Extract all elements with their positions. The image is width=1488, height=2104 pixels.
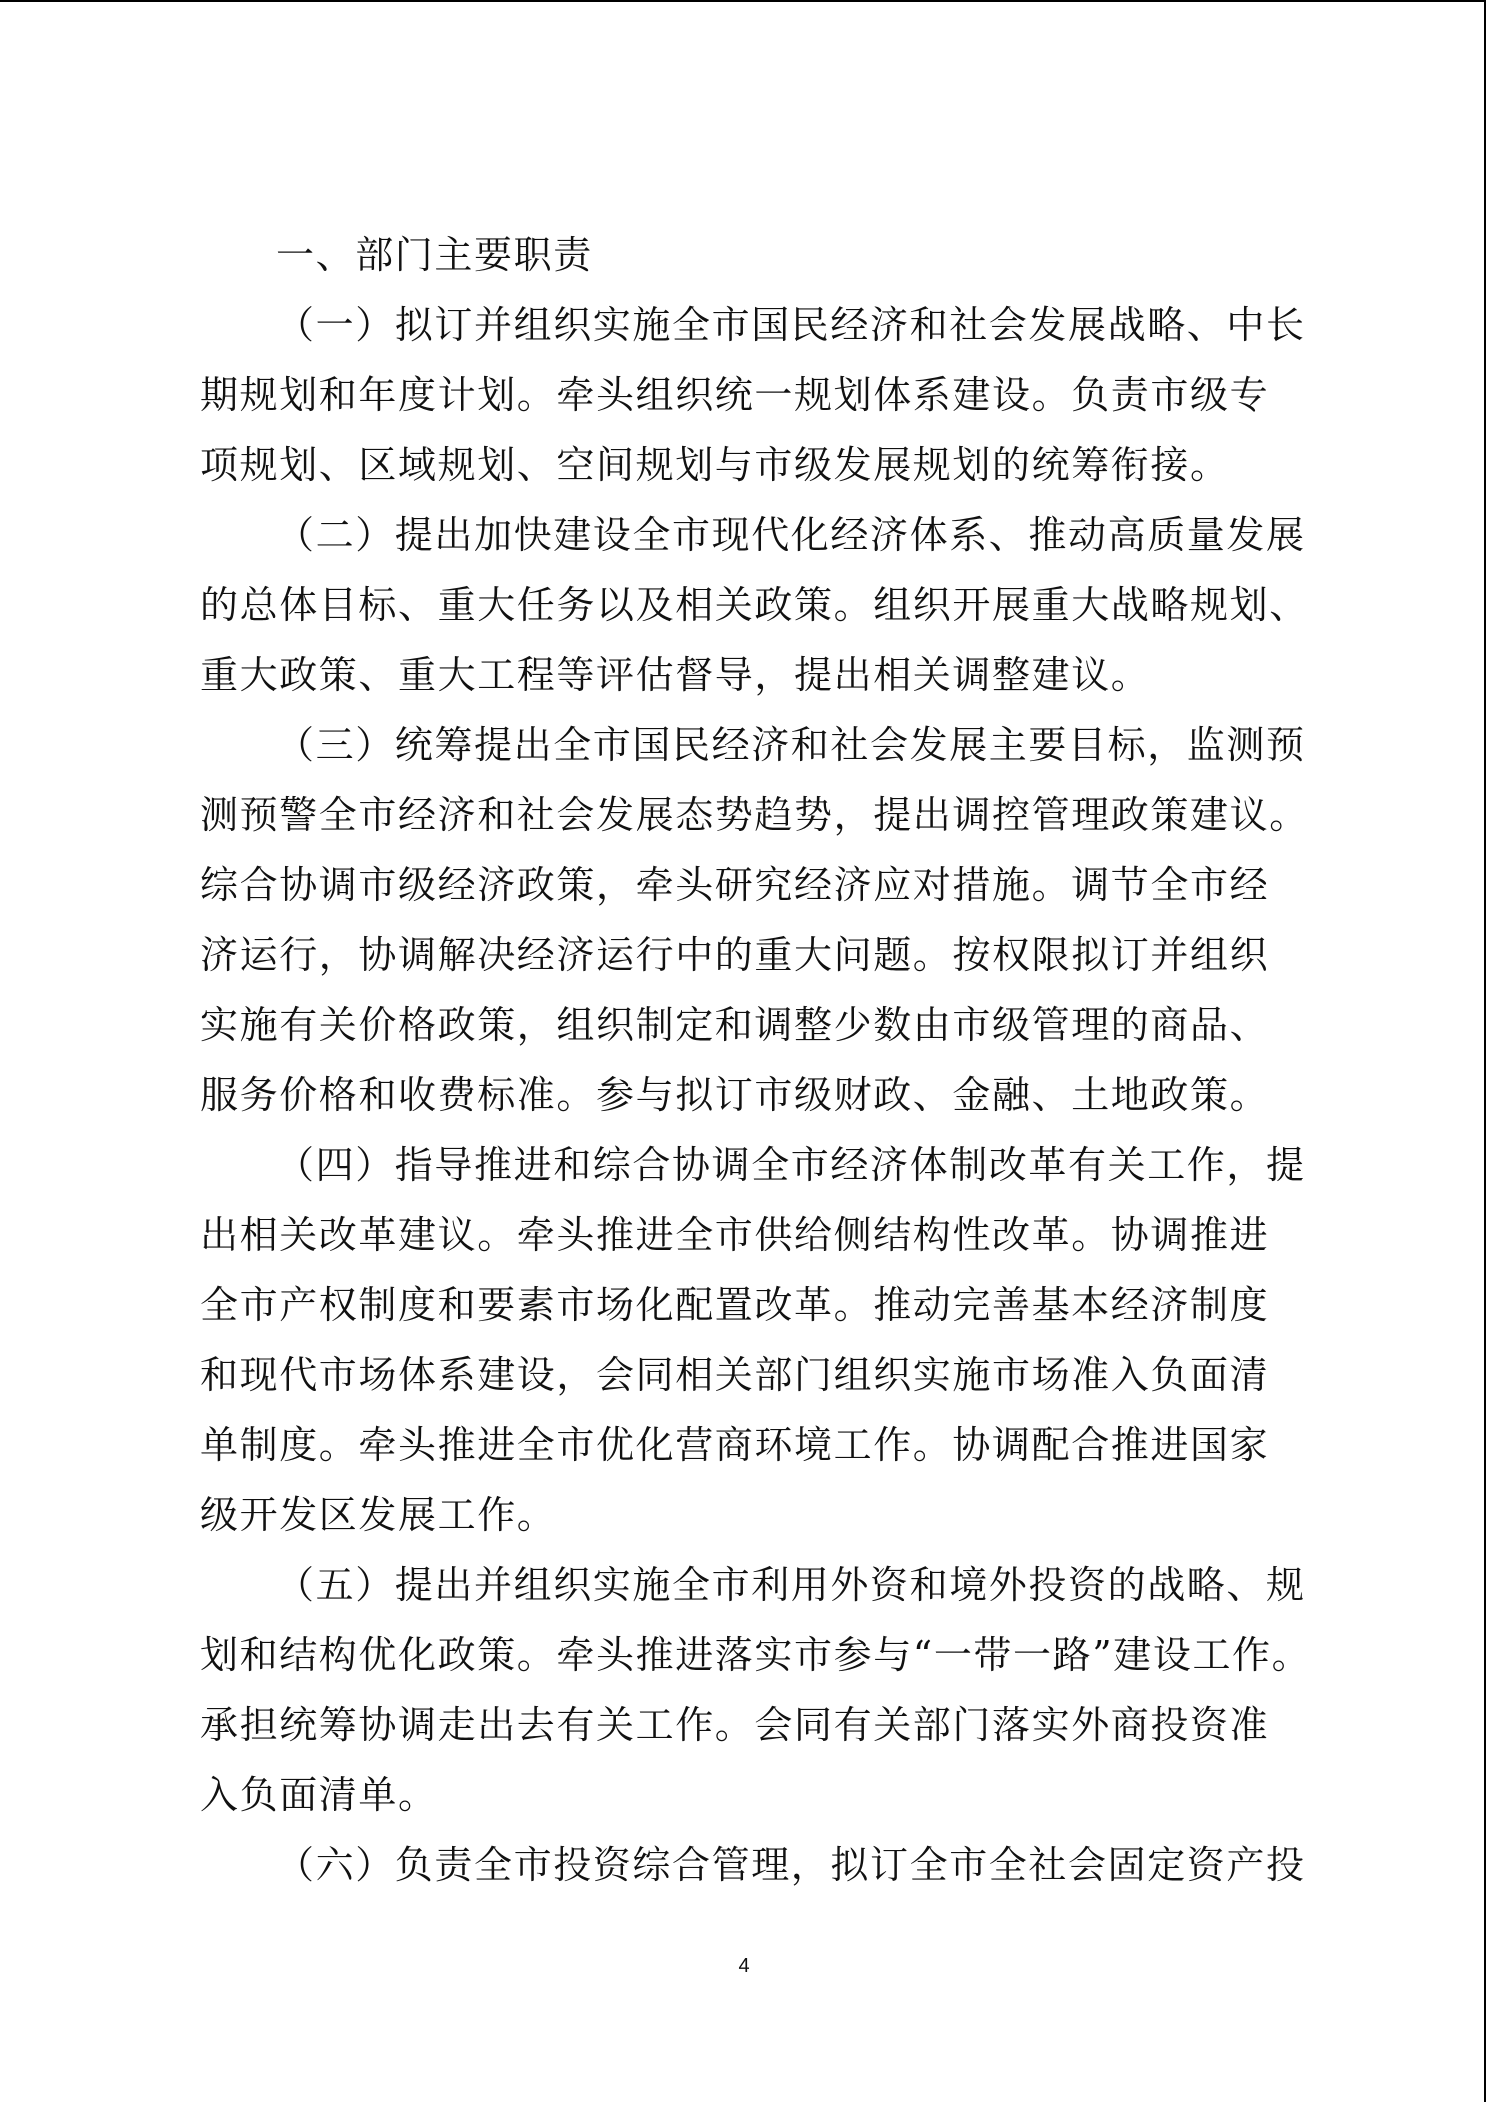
paragraph-line: 级开发区发展工作。: [200, 1493, 557, 1537]
paragraph-line: 划和结构优化政策。牵头推进落实市参与“一带一路”建设工作。: [200, 1633, 1312, 1677]
paragraph-line: 综合协调市级经济政策，牵头研究经济应对措施。调节全市经: [200, 863, 1270, 907]
paragraph-line: （一）拟订并组织实施全市国民经济和社会发展战略、中长: [276, 303, 1306, 347]
paragraph-line: （三）统筹提出全市国民经济和社会发展主要目标，监测预: [276, 723, 1306, 767]
page-number: 4: [738, 1955, 750, 1977]
paragraph-line: 重大政策、重大工程等评估督导，提出相关调整建议。: [200, 653, 1151, 697]
paragraph-line: （六）负责全市投资综合管理，拟订全市全社会固定资产投: [276, 1843, 1306, 1887]
paragraph-line: 承担统筹协调走出去有关工作。会同有关部门落实外商投资准: [200, 1703, 1270, 1747]
paragraph-line: （五）提出并组织实施全市利用外资和境外投资的战略、规: [276, 1563, 1306, 1607]
paragraph-line: （二）提出加快建设全市现代化经济体系、推动高质量发展: [276, 513, 1306, 557]
paragraph-line: 入负面清单。: [200, 1773, 438, 1817]
paragraph-line: 测预警全市经济和社会发展态势趋势，提出调控管理政策建议。: [200, 793, 1309, 837]
paragraph-line: （四）指导推进和综合协调全市经济体制改革有关工作，提: [276, 1143, 1306, 1187]
section-heading: 一、部门主要职责: [276, 233, 593, 277]
paragraph-line: 实施有关价格政策，组织制定和调整少数由市级管理的商品、: [200, 1003, 1270, 1047]
paragraph-line: 项规划、区域规划、空间规划与市级发展规划的统筹衔接。: [200, 443, 1230, 487]
paragraph-line: 期规划和年度计划。牵头组织统一规划体系建设。负责市级专: [200, 373, 1270, 417]
paragraph-line: 济运行，协调解决经济运行中的重大问题。按权限拟订并组织: [200, 933, 1270, 977]
paragraph-line: 单制度。牵头推进全市优化营商环境工作。协调配合推进国家: [200, 1423, 1270, 1467]
paragraph-line: 全市产权制度和要素市场化配置改革。推动完善基本经济制度: [200, 1283, 1270, 1327]
paragraph-line: 的总体目标、重大任务以及相关政策。组织开展重大战略规划、: [200, 583, 1309, 627]
paragraph-line: 服务价格和收费标准。参与拟订市级财政、金融、土地政策。: [200, 1073, 1270, 1117]
paragraph-line: 和现代市场体系建设，会同相关部门组织实施市场准入负面清: [200, 1353, 1270, 1397]
document-body: [200, 220, 1312, 1900]
paragraph-line: 出相关改革建议。牵头推进全市供给侧结构性改革。协调推进: [200, 1213, 1270, 1257]
